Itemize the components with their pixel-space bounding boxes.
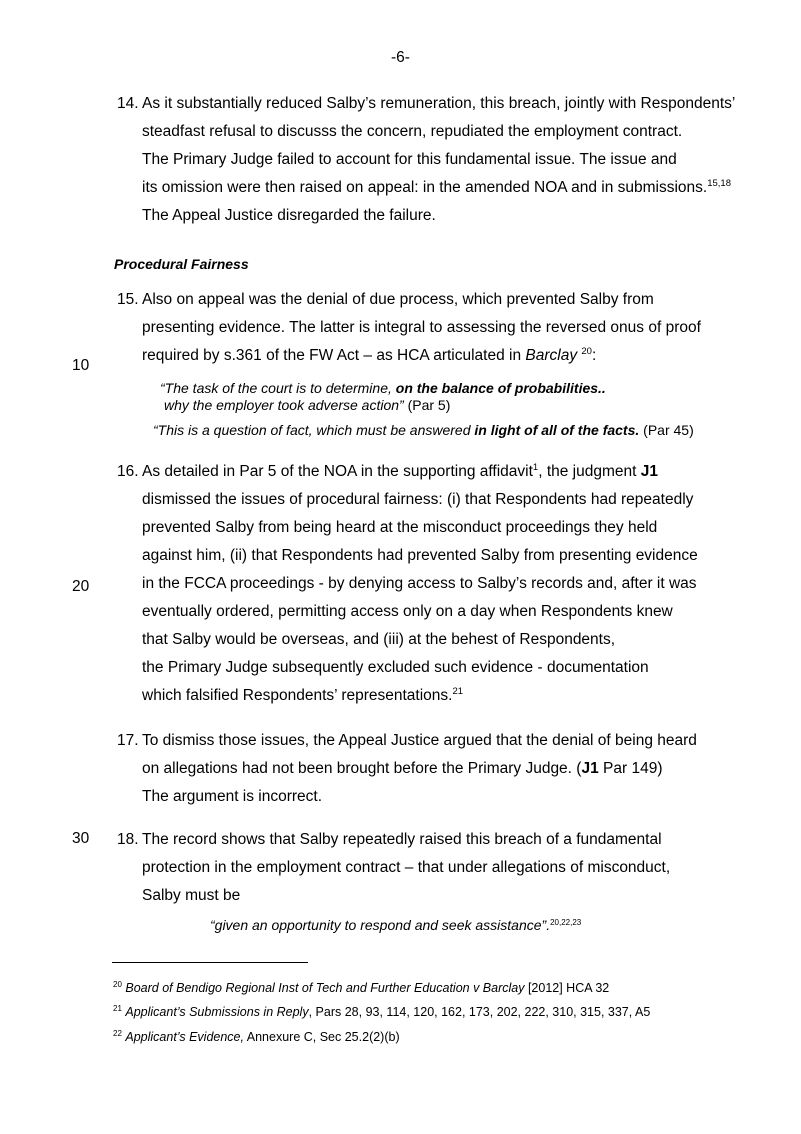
- section-heading: Procedural Fairness: [114, 256, 249, 272]
- paragraph-line: Also on appeal was the denial of due process, which prevented Salby from: [142, 291, 654, 308]
- line-number-30: 30: [72, 830, 90, 847]
- paragraph-line: in the FCCA proceedings - by denying access to Salby’s records and, after it was: [142, 575, 697, 592]
- paragraph-line: prevented Salby from being heard at the misconduct proceedings they held: [142, 519, 658, 536]
- paragraph-line: dismissed the issues of procedural fairness: (i) that Respondents had repeatedly: [142, 491, 694, 508]
- paragraph-line: eventually ordered, permitting access only on a day when Respondents knew: [142, 603, 673, 620]
- line-number-20: 20: [72, 578, 90, 595]
- paragraph-line: on allegations had not been brought before the Primary Judge. (J1 Par 149): [142, 760, 663, 777]
- paragraph-line: As detailed in Par 5 of the NOA in the supporting affidavit$^1$, the judgment J1: [142, 462, 658, 480]
- paragraph-line: protection in the employment contract – that under allegations of misconduct,: [142, 859, 671, 876]
- paragraph-line: which falsified Respondents’ representations.$^{21}$: [142, 686, 464, 704]
- paragraph-line: The argument is incorrect.: [142, 788, 323, 805]
- footnote-separator: [112, 962, 308, 963]
- paragraph-line: required by s.361 of the FW Act – as HCA articulated in Barclay $^{20}$:: [142, 346, 597, 364]
- line-number-10: 10: [72, 357, 90, 374]
- paragraph-line: the Primary Judge subsequently excluded such evidence - documentation: [142, 659, 649, 676]
- paragraph-line: that Salby would be overseas, and (iii) at the behest of Respondents,: [142, 631, 616, 648]
- footnote: $^{21}$ Applicant’s Submissions in Reply, Pars 28, 93, 114, 120, 162, 173, 202, 222, 310, 315, 337, A5: [113, 1004, 651, 1019]
- paragraph-line: To dismiss those issues, the Appeal Justice argued that the denial of being heard: [142, 732, 697, 749]
- paragraph-line: presenting evidence. The latter is integral to assessing the reversed onus of proof: [142, 319, 701, 336]
- footnote: $^{20}$ Board of Bendigo Regional Inst of Tech and Further Education v Barclay [2012] HCA 32: [113, 980, 610, 995]
- paragraph-number: 16.: [117, 463, 139, 480]
- quote-line: “The task of the court is to determine, on the balance of probabilities..: [160, 380, 606, 396]
- quote-line: “This is a question of fact, which must be answered in light of all of the facts. (Par 45): [153, 422, 694, 438]
- page-number: -6-: [391, 49, 410, 66]
- paragraph-number: 18.: [117, 831, 139, 848]
- paragraph-line: steadfast refusal to discusss the concern, repudiated the employment contract.: [142, 123, 683, 140]
- paragraph-line: Salby must be: [142, 887, 241, 904]
- quote-line: why the employer took adverse action” (Par 5): [164, 397, 451, 413]
- paragraph-line: The record shows that Salby repeatedly raised this breach of a fundamental: [142, 831, 662, 848]
- paragraph-line: As it substantially reduced Salby’s remuneration, this breach, jointly with Respondents’: [142, 95, 736, 112]
- quote-line: “given an opportunity to respond and seek assistance”.$^{20,22,23}$: [210, 917, 582, 933]
- footnote: $^{22}$ Applicant’s Evidence, Annexure C, Sec 25.2(2)(b): [113, 1029, 400, 1044]
- paragraph-number: 15.: [117, 291, 139, 308]
- paragraph-line: against him, (ii) that Respondents had prevented Salby from presenting evidence: [142, 547, 698, 564]
- paragraph-number: 17.: [117, 732, 139, 749]
- paragraph-number: 14.: [117, 95, 139, 112]
- paragraph-line: The Primary Judge failed to account for this fundamental issue. The issue and: [142, 151, 677, 168]
- paragraph-line: The Appeal Justice disregarded the failure.: [142, 207, 436, 224]
- paragraph-line: its omission were then raised on appeal: in the amended NOA and in submissions.$^{15,18}$: [142, 178, 731, 196]
- footnote-ref: 15,18: [707, 178, 731, 189]
